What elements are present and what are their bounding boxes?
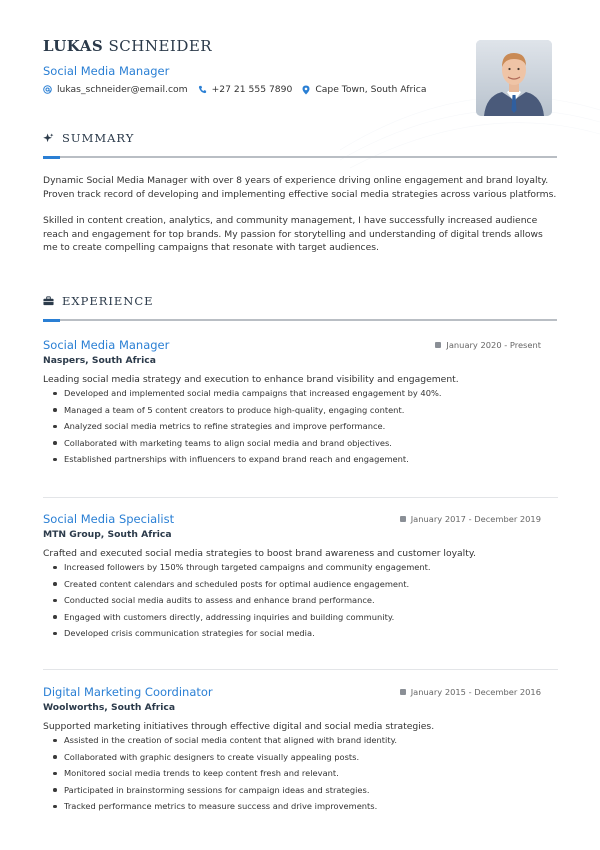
bullet-text: Analyzed social media metrics to refine strategies and improve performance. (64, 421, 386, 432)
job-bullets (53, 562, 431, 645)
bullet-text: Collaborated with graphic designers to create visually appealing posts. (64, 751, 360, 762)
company-name: Naspers, South Africa (43, 355, 156, 366)
bullet-dot (53, 632, 57, 636)
bullet-text: Monitored social media trends to keep content fresh and relevant. (64, 768, 339, 779)
job-dates (400, 687, 541, 697)
experience-heading (43, 294, 154, 308)
calendar-icon (400, 516, 406, 522)
contact-row (43, 84, 436, 95)
first-name: LUKAS (43, 37, 104, 55)
job-dates (435, 340, 541, 350)
bullet-dot (53, 392, 57, 396)
bullet-item (53, 421, 442, 438)
summary-heading-text: SUMMARY (62, 131, 135, 145)
bullet-dot (53, 615, 57, 619)
job-description: Supported marketing initiatives through effective digital and social media strategies. (43, 721, 435, 732)
job-dates (400, 514, 541, 524)
location-text: Cape Town, South Africa (315, 84, 427, 95)
job-description: Crafted and executed social media strategies to boost brand awareness and customer loyalty. (43, 548, 476, 559)
bullet-dot (53, 805, 57, 809)
bullet-dot (53, 772, 57, 776)
job-divider (43, 497, 558, 498)
profile-photo (476, 40, 552, 116)
bullet-dot (53, 458, 57, 462)
job-entry-3 (43, 685, 558, 825)
background-dot-pattern (340, 60, 600, 170)
company-name: MTN Group, South Africa (43, 529, 172, 540)
job-bullets (53, 735, 397, 818)
briefcase-icon (43, 296, 54, 306)
location-pin-icon (302, 85, 310, 95)
bullet-text: Managed a team of 5 content creators to produce high-quality, engaging content. (64, 404, 405, 415)
job-title: Social Media Manager (43, 338, 170, 352)
bullet-dot (53, 788, 57, 792)
summary-paragraph-1: Dynamic Social Media Manager with over 8 years of experience driving online engagement and brand loyalty. Proven track record of developing and implementing effective social media strategies across various platforms. (43, 175, 557, 200)
calendar-icon (400, 689, 406, 695)
bullet-dot (53, 739, 57, 743)
summary-heading (43, 131, 134, 145)
bullet-item (53, 768, 397, 785)
bullet-item (53, 579, 431, 596)
contact-phone[interactable] (198, 84, 293, 95)
email-text: lukas_schneider@email.com (57, 84, 188, 95)
candidate-name (43, 37, 212, 55)
at-icon (43, 85, 52, 94)
bullet-dot (53, 582, 57, 586)
job-entry-2 (43, 512, 558, 652)
experience-heading-text: EXPERIENCE (62, 294, 154, 308)
bullet-text: Conducted social media audits to assess and enhance brand performance. (64, 595, 375, 606)
bullet-dot (53, 755, 57, 759)
experience-rule-accent (43, 319, 60, 322)
bullet-text: Created content calendars and scheduled posts for optimal audience engagement. (64, 578, 410, 589)
phone-text: +27 21 555 7890 (211, 84, 293, 95)
summary-rule-accent (43, 156, 60, 159)
job-divider (43, 669, 558, 670)
bullet-item (53, 801, 397, 818)
job-bullets (53, 388, 442, 471)
job-description: Leading social media strategy and execution to enhance brand visibility and engagement. (43, 374, 459, 385)
bullet-item (53, 752, 397, 769)
bullet-dot (53, 425, 57, 429)
bullet-dot (53, 441, 57, 445)
job-dates-text: January 2020 - Present (446, 340, 541, 350)
sparkle-icon (43, 133, 54, 144)
bullet-item (53, 785, 397, 802)
bullet-text: Participated in brainstorming sessions for campaign ideas and strategies. (64, 784, 370, 795)
bullet-text: Established partnerships with influencers to expand brand reach and engagement. (64, 454, 409, 465)
summary-paragraph-2: Skilled in content creation, analytics, and community management, I have successfully increased audience reach and engagement for top brands. My passion for storytelling and understanding of digital trends allows me to create compelling campaigns that resonate with target audiences. (43, 215, 543, 253)
bullet-text: Developed and implemented social media campaigns that increased engagement by 40%. (64, 388, 442, 398)
bullet-item (53, 562, 431, 579)
bullet-dot (53, 599, 57, 603)
bullet-text: Tracked performance metrics to measure success and drive improvements. (64, 801, 378, 812)
contact-location[interactable] (302, 84, 426, 95)
bullet-text: Increased followers by 150% through targeted campaigns and community engagement. (64, 562, 431, 572)
bullet-dot (53, 566, 57, 570)
bullet-text: Engaged with customers directly, addressing inquiries and building community. (64, 611, 395, 622)
job-entry-1 (43, 338, 558, 478)
company-name: Woolworths, South Africa (43, 702, 176, 713)
bullet-item (53, 388, 442, 405)
job-title: Social Media Specialist (43, 512, 175, 526)
bullet-text: Collaborated with marketing teams to align social media and brand objectives. (64, 437, 392, 448)
bullet-item (53, 735, 397, 752)
last-name: SCHNEIDER (108, 37, 213, 55)
job-dates-text: January 2015 - December 2016 (410, 687, 541, 697)
summary-rule (43, 156, 557, 158)
phone-icon (198, 85, 207, 94)
bullet-text: Assisted in the creation of social media content that aligned with brand identity. (64, 735, 397, 745)
bullet-dot (53, 408, 57, 412)
bullet-item (53, 612, 431, 629)
bullet-item (53, 628, 431, 645)
job-dates-text: January 2017 - December 2019 (410, 514, 541, 524)
contact-email[interactable] (43, 84, 188, 95)
bullet-item (53, 454, 442, 471)
calendar-icon (435, 342, 441, 348)
job-headline: Social Media Manager (43, 64, 170, 78)
bullet-item (53, 438, 442, 455)
portrait-image (476, 40, 552, 116)
bullet-item (53, 405, 442, 422)
bullet-item (53, 595, 431, 612)
bullet-text: Developed crisis communication strategies for social media. (64, 628, 315, 639)
job-title: Digital Marketing Coordinator (43, 685, 213, 699)
experience-rule (43, 319, 557, 321)
